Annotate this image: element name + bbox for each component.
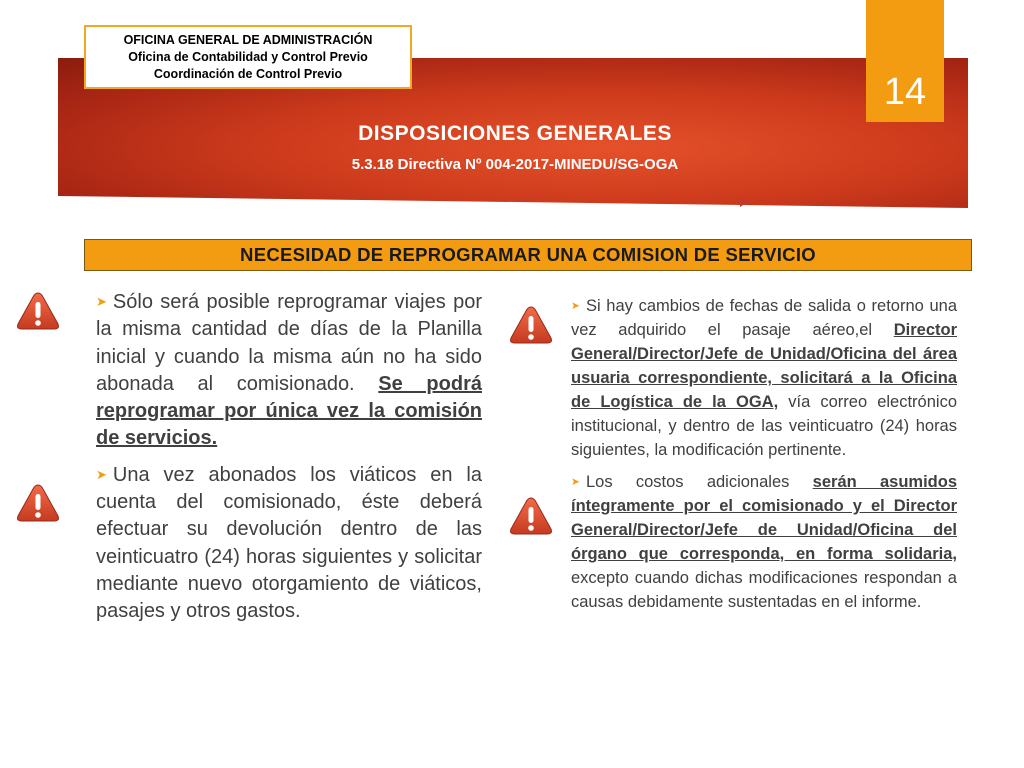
left-p1-text: Sólo será posible reprogramar viajes por la misma cantidad de días de la Planilla inicial y cuando la misma aún no ha sido abonada al comisionado. — [96, 291, 482, 395]
right-p2-emphasis: serán asumidos íntegramente por el comisionado y el Director General/Director/Jefe de Unidad/Oficina del órgano que corresponda, en forma solidaria, — [571, 473, 957, 563]
office-box — [84, 25, 412, 89]
page-subtitle: 5.3.18 Directiva Nº 004-2017-MINEDU/SG-OGA — [351, 156, 679, 173]
warning-icon — [509, 305, 553, 345]
arrow-bullet-icon: ➤ — [96, 466, 107, 482]
office-line-3: Coordinación de Control Previo — [153, 67, 343, 81]
left-paragraph-1 — [96, 288, 482, 453]
left-p2-text: Una vez abonados los viáticos en la cuenta del comisionado, éste deberá efectuar su devolución dentro de las veinticuatro (24) horas siguientes y solicitar mediante nuevo otorgamiento de viáticos, pasajes y otros gastos. — [96, 463, 482, 623]
arrow-bullet-icon: ➤ — [96, 294, 107, 309]
page-number: 14 — [866, 0, 944, 122]
arrow-bullet-icon: ➤ — [571, 476, 580, 488]
left-paragraph-2 — [96, 461, 482, 626]
left-p1-emphasis: Se podrá reprogramar por única vez la comisión de servicios. — [96, 372, 482, 450]
warning-icon — [509, 496, 553, 536]
page-title: DISPOSICIONES GENERALES — [358, 122, 672, 145]
right-p1-post: vía correo electrónico institucional, y dentro de las veinticuatro (24) horas siguientes, la modificación pertinente. — [571, 393, 957, 459]
play-arrow-icon — [740, 197, 748, 207]
arrow-bullet-icon: ➤ — [571, 300, 580, 312]
office-line-1: OFICINA GENERAL DE ADMINISTRACIÓN — [123, 33, 373, 47]
right-p1-pre: Si hay cambios de fechas de salida o retorno una vez adquirido el pasaje aéreo,el — [571, 297, 957, 339]
office-line-2: Oficina de Contabilidad y Control Previo — [128, 50, 368, 64]
right-paragraph-1 — [571, 294, 957, 462]
warning-icon — [16, 291, 60, 331]
right-p2-pre: Los costos adicionales — [585, 473, 813, 491]
right-p1-emphasis: Director General/Director/Jefe de Unidad/Oficina del área usuaria correspondiente, solicitará a la Oficina de Logística de la OGA, — [571, 321, 957, 411]
right-column — [571, 294, 957, 614]
right-p2-post: excepto cuando dichas modificaciones respondan a causas debidamente sustentadas en el informe. — [571, 569, 957, 611]
left-column — [96, 288, 482, 626]
right-paragraph-2 — [571, 470, 957, 614]
section-heading: NECESIDAD DE REPROGRAMAR UNA COMISION DE SERVICIO — [84, 239, 972, 271]
warning-icon — [16, 483, 60, 523]
